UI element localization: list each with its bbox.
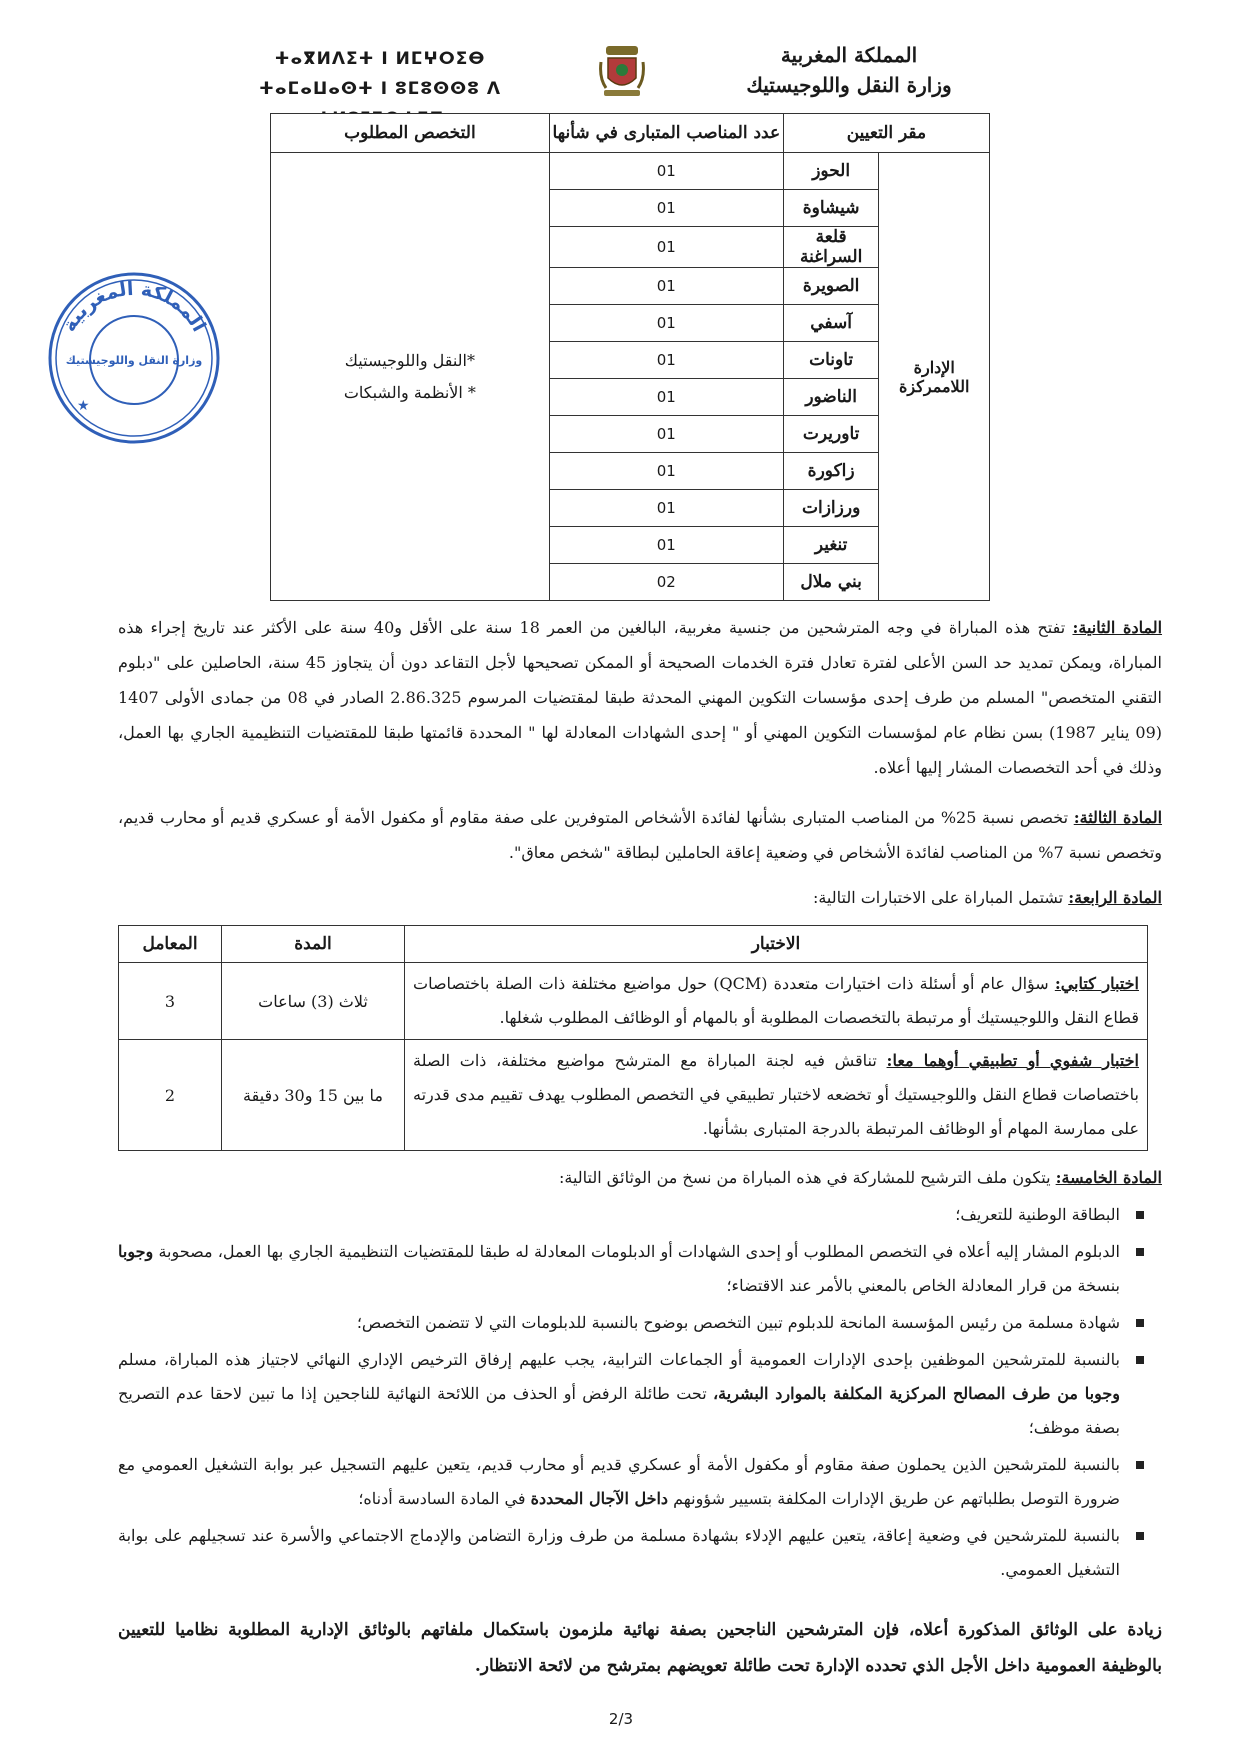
count-cell: 01 xyxy=(549,227,783,268)
kingdom-title: المملكة المغربية xyxy=(780,43,918,67)
list-item: بالنسبة للمترشحين الموظفين بإحدى الإدارات العمومية أو الجماعات الترابية، يجب عليهم إرفاق الترخيص الإداري النهائي لاجتياز هذه المباراة، مسلم وجوبا من طرف المصالح المركزية المكلفة بالموارد البشرية، تحت طائلة الرفض أو الحذف من اللائحة النهائية للناجحين إذا ما تبين لاحقا عدم التصريح بصفة موظف؛ xyxy=(118,1343,1148,1445)
article-3-text: تخصص نسبة 25% من المناصب المتبارى بشأنها لفائدة الأشخاص المتوفرين على صفة مقاوم أو مكفول الأمة أو عسكري قديم أو محارب قديم، وتخصص نسبة 7% من المناصب لفائدة الأشخاص في وضعية إعاقة الحاملين لبطاقة "شخص معاق". xyxy=(118,808,1162,862)
count-cell: 01 xyxy=(549,379,783,416)
stamp-inner-text: وزارة النقل واللوجيستيك xyxy=(65,354,203,367)
count-cell: 01 xyxy=(549,190,783,227)
count-cell: 01 xyxy=(549,268,783,305)
table-row xyxy=(119,963,1148,1040)
list-item: البطاقة الوطنية للتعريف؛ xyxy=(118,1198,1148,1232)
exam-label: اختبار كتابي: xyxy=(1054,974,1139,993)
specialty-cell xyxy=(271,153,550,601)
documents-list xyxy=(118,1198,1148,1590)
city-cell: تنغير xyxy=(783,527,879,564)
article-5-text: يتكون ملف الترشيح للمشاركة في هذه المباراة من نسخ من الوثائق التالية: xyxy=(559,1168,1056,1187)
count-cell: 01 xyxy=(549,342,783,379)
article-4 xyxy=(118,880,1162,915)
exams-table-header xyxy=(119,926,1148,963)
duration-cell: ثلاث (3) ساعات xyxy=(222,963,405,1040)
ministry-header xyxy=(719,40,979,100)
posts-table-header xyxy=(271,114,990,153)
duration-cell: ما بين 15 و30 دقيقة xyxy=(222,1040,405,1151)
city-cell: الناضور xyxy=(783,379,879,416)
article-4-label: المادة الرابعة: xyxy=(1068,888,1162,907)
posts-table xyxy=(270,113,990,601)
list-item: شهادة مسلمة من رئيس المؤسسة المانحة للدبلوم تبين التخصص بوضوح بالنسبة للدبلومات التي لا تتضمن التخصص؛ xyxy=(118,1306,1148,1340)
ministry-title: وزارة النقل واللوجيستيك xyxy=(746,73,952,97)
specialty-item: *النقل واللوجيستيك xyxy=(344,350,475,370)
city-cell: تاونات xyxy=(783,342,879,379)
header-posts-count: عدد المناصب المتبارى في شأنها xyxy=(549,114,783,153)
exam-description xyxy=(405,1040,1148,1151)
city-cell: زاكورة xyxy=(783,453,879,490)
count-cell: 01 xyxy=(549,305,783,342)
exam-label: اختبار شفوي أو تطبيقي أوهما معا: xyxy=(886,1051,1140,1070)
ministry-stamp xyxy=(44,268,224,448)
article-5-label: المادة الخامسة: xyxy=(1055,1168,1162,1187)
article-2 xyxy=(118,610,1162,785)
specialty-item: * الأنظمة والشبكات xyxy=(343,382,476,402)
article-2-label: المادة الثانية: xyxy=(1072,618,1163,637)
tifinagh-kingdom: ⵜⴰⴳⵍⴷⵉⵜ ⵏ ⵍⵎⵖⵔⵉⴱ xyxy=(274,49,486,69)
administration-cell: الإدارة اللاممركزة xyxy=(879,153,990,601)
list-item: بالنسبة للمترشحين الذين يحملون صفة مقاوم أو مكفول الأمة أو عسكري قديم أو محارب قديم، يتعين عليهم التسجيل عبر بوابة التشغيل العمومي مع ضرورة التوصل بطلباتهم عن طريق الإدارات المكلفة بتسيير شؤونهم داخل الآجال المحددة في المادة السادسة أدناه؛ xyxy=(118,1448,1148,1516)
city-cell: ورزازات xyxy=(783,490,879,527)
city-cell: شيشاوة xyxy=(783,190,879,227)
city-cell: تاوريرت xyxy=(783,416,879,453)
list-item: الدبلوم المشار إليه أعلاه في التخصص المطلوب أو إحدى الشهادات أو الدبلومات المعادلة له طبقا للمقتضيات التنظيمية الجاري بها العمل، مصحوبة وجوبا بنسخة من قرار المعادلة الخاص بالمعني بالأمر عند الاقتضاء؛ xyxy=(118,1235,1148,1303)
coefficient-cell: 3 xyxy=(119,963,222,1040)
table-row xyxy=(271,153,990,190)
city-cell: الصويرة xyxy=(783,268,879,305)
article-5 xyxy=(118,1160,1162,1195)
count-cell: 01 xyxy=(549,527,783,564)
count-cell: 01 xyxy=(549,153,783,190)
count-cell: 02 xyxy=(549,564,783,601)
header-coefficient: المعامل xyxy=(119,926,222,963)
stamp-star-icon: ★ xyxy=(77,398,90,414)
coat-of-arms-icon xyxy=(598,44,646,100)
city-cell: الحوز xyxy=(783,153,879,190)
header-exam: الاختبار xyxy=(405,926,1148,963)
header-duration: المدة xyxy=(222,926,405,963)
city-cell: قلعة السراغنة xyxy=(783,227,879,268)
header-specialty: التخصص المطلوب xyxy=(271,114,550,153)
tifinagh-ministry: ⵜⴰⵎⴰⵡⴰⵙⵜ ⵏ ⵓⵎⵓⵙⵙⵓ ⴷ xyxy=(258,79,502,99)
article-2-text: تفتح هذه المباراة في وجه المترشحين من جنسية مغربية، البالغين من العمر 18 سنة على الأقل و40 سنة على الأكثر عند تاريخ إجراء هذه المباراة، ويمكن تمديد حد السن الأعلى لفترة تعادل فترة الخدمات الصحيحة أو الممكن تصحيحها لأجل التقاعد دون أن يتجاوز 45 سنة، الحاصلين على "دبلوم التقني المتخصص" المسلم من طرف إحدى مؤسسات التكوين المهني المحدثة طبقا لمقتضيات المرسوم 2.86.325 الصادر في 08 من جمادى الأولى 1407 (09 يناير 1987) بسن نظام عام لمؤسسات التكوين المهني أو " إحدى الشهادات المعادلة لها " المحددة قائمتها طبقا للمقتضيات التنظيمية الجاري بها العمل، وذلك في أحد التخصصات المشار إليها أعلاه. xyxy=(118,618,1163,777)
page-number: 2/3 xyxy=(608,1710,634,1728)
exam-text: تناقش فيه لجنة المباراة مع المترشح مواضيع مختلفة، ذات الصلة باختصاصات قطاع النقل واللوجيستيك أو تخضعه لاختبار تطبيقي في التخصص المطلوب يهدف تقييم مدى قدرته على ممارسة المهام أو الوظائف المرتبطة بالدرجة المتبارى بشأنها. xyxy=(413,1051,1139,1138)
city-cell: آسفي xyxy=(783,305,879,342)
table-row xyxy=(119,1040,1148,1151)
city-cell: بني ملال xyxy=(783,564,879,601)
exams-table xyxy=(118,925,1148,1151)
svg-text:المملكة المغربية xyxy=(58,278,210,336)
list-item: بالنسبة للمترشحين في وضعية إعاقة، يتعين عليهم الإدلاء بشهادة مسلمة من طرف وزارة التضامن والإدماج الاجتماعي والأسرة عند تسجيلهم على بوابة التشغيل العمومي. xyxy=(118,1519,1148,1587)
article-3-label: المادة الثالثة: xyxy=(1073,808,1163,827)
article-4-text: تشتمل المباراة على الاختبارات التالية: xyxy=(812,888,1069,907)
exam-description xyxy=(405,963,1148,1040)
count-cell: 01 xyxy=(549,490,783,527)
exam-text: سؤال عام أو أسئلة ذات اختيارات متعددة (QCM) حول مواضيع مختلفة ذات الصلة باختصاصات قطاع النقل واللوجيستيك أو مرتبطة بالتخصصات المطلوبة أو بالمهام أو الوظائف المطلوب شغلها. xyxy=(413,974,1139,1027)
coefficient-cell: 2 xyxy=(119,1040,222,1151)
final-note: زيادة على الوثائق المذكورة أعلاه، فإن المترشحين الناجحين بصفة نهائية ملزمون باستكمال ملفاتهم بالوثائق الإدارية المطلوبة نظاميا للتعيين بالوظيفة العمومية داخل الأجل الذي تحدده الإدارة تحت طائلة تعويضهم بمترشح من لائحة الانتظار. xyxy=(118,1620,1162,1676)
stamp-outer-text: المملكة المغربية xyxy=(58,277,211,336)
count-cell: 01 xyxy=(549,453,783,490)
article-3 xyxy=(118,800,1162,870)
header-assignment: مقر التعيين xyxy=(783,114,989,153)
count-cell: 01 xyxy=(549,416,783,453)
